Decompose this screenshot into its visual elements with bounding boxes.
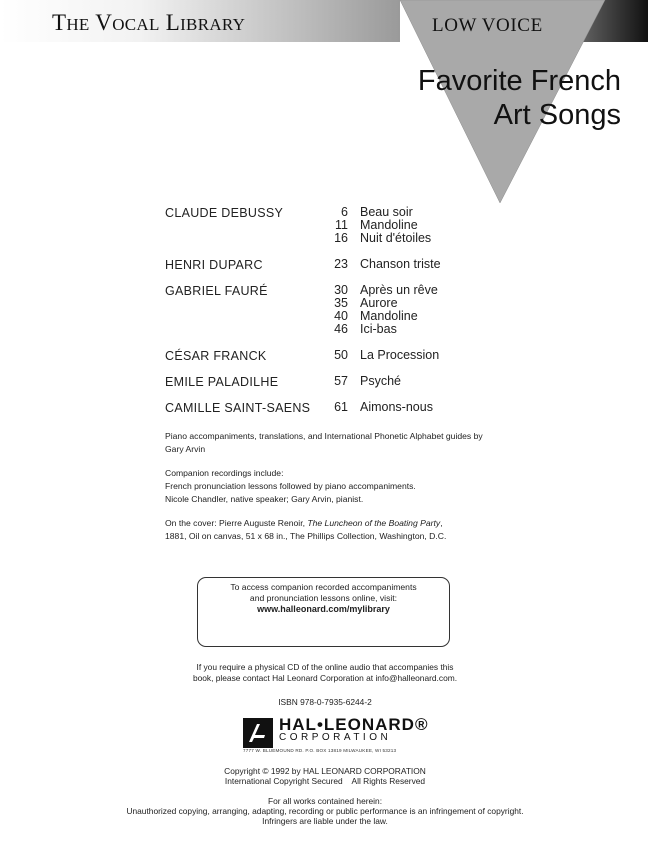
hal-leonard-logo-icon (243, 718, 273, 748)
book-title-line1: Favorite French (417, 65, 621, 97)
page-number: 35 (334, 296, 348, 310)
publisher-address: 7777 W. BLUEMOUND RD. P.O. BOX 13819 MILWAUKEE, WI 53213 (243, 748, 397, 753)
song-title: Après un rêve (360, 283, 438, 297)
credits (165, 430, 495, 554)
toc-group (165, 349, 485, 362)
song-title: Mandoline (360, 309, 418, 323)
page-number: 40 (334, 309, 348, 323)
page-number: 57 (334, 374, 348, 388)
song-title: Psyché (360, 374, 401, 388)
page-number: 46 (334, 322, 348, 336)
song-title: Ici-bas (360, 322, 397, 336)
book-title (418, 64, 621, 132)
song-title: Aimons-nous (360, 400, 433, 414)
recordings-credit: Companion recordings include: French pronunciation lessons followed by piano accompaniments. Nicole Chandler, native speaker; Gary Arvin, pianist. (165, 468, 416, 504)
page-number: 6 (341, 205, 348, 219)
copyright-warning: For all works contained herein: Unauthorized copying, arranging, adapting, recording or public performance is an infringement of copyright. Infringers are liable under the law. (126, 796, 524, 826)
publisher-corp: CORPORATION (279, 732, 392, 743)
song-title: Nuit d'étoiles (360, 231, 432, 245)
page-number: 11 (335, 218, 348, 232)
song-title: Chanson triste (360, 257, 441, 271)
composer-name: EMILE PALADILHE (165, 375, 279, 389)
song-entry (315, 258, 485, 271)
page-number: 16 (334, 231, 348, 245)
composer-name: CAMILLE SAINT-SAENS (165, 401, 311, 415)
voice-label: LOW VOICE (432, 15, 543, 36)
toc-group (165, 258, 485, 271)
composer-name: CÉSAR FRANCK (165, 349, 267, 363)
song-title: Aurore (360, 296, 398, 310)
song-entry (315, 323, 485, 336)
toc-group (165, 401, 485, 414)
composer-name: CLAUDE DEBUSSY (165, 206, 284, 220)
series-title: THE VOCAL LIBRARY (52, 10, 246, 35)
page-number: 61 (334, 400, 348, 414)
page-number: 23 (334, 257, 348, 271)
song-entry (315, 375, 485, 388)
mylibrary-link[interactable]: www.halleonard.com/mylibrary (257, 604, 390, 614)
song-entry (315, 401, 485, 414)
publisher-logo (243, 715, 429, 754)
toc-group (165, 375, 485, 388)
song-title: Beau soir (360, 205, 413, 219)
composer-name: GABRIEL FAURÉ (165, 284, 268, 298)
accompaniments-credit: Piano accompaniments, translations, and International Phonetic Alphabet guides by Gary Arvin (165, 431, 483, 454)
song-entry (315, 232, 485, 245)
toc-group (165, 206, 485, 245)
cd-note: If you require a physical CD of the online audio that accompanies this book, please contact Hal Leonard Corporation at info@halleonard.com. (192, 662, 458, 683)
publisher-name: HAL•LEONARD® (279, 715, 429, 734)
online-access-box: To access companion recorded accompaniments and pronunciation lessons online, visit: www.halleonard.com/mylibrary (197, 577, 450, 647)
copyright: Copyright © 1992 by HAL LEONARD CORPORATION International Copyright Secured All Rights Reserved (224, 766, 426, 786)
toc-group (165, 284, 485, 336)
song-title: Mandoline (360, 218, 418, 232)
composer-name: HENRI DUPARC (165, 258, 263, 272)
page-number: 30 (334, 283, 348, 297)
table-of-contents (165, 206, 485, 427)
cover-credit: On the cover: Pierre Auguste Renoir, The Luncheon of the Boating Party, 1881, Oil on canvas, 51 x 68 in., The Phillips Collection, Washington, D.C. (165, 518, 447, 541)
song-entry (315, 349, 485, 362)
isbn: ISBN 978-0-7935-6244-2 (278, 697, 372, 707)
book-title-line2: Art Songs (493, 99, 621, 131)
page-number: 50 (334, 348, 348, 362)
song-title: La Procession (360, 348, 440, 362)
